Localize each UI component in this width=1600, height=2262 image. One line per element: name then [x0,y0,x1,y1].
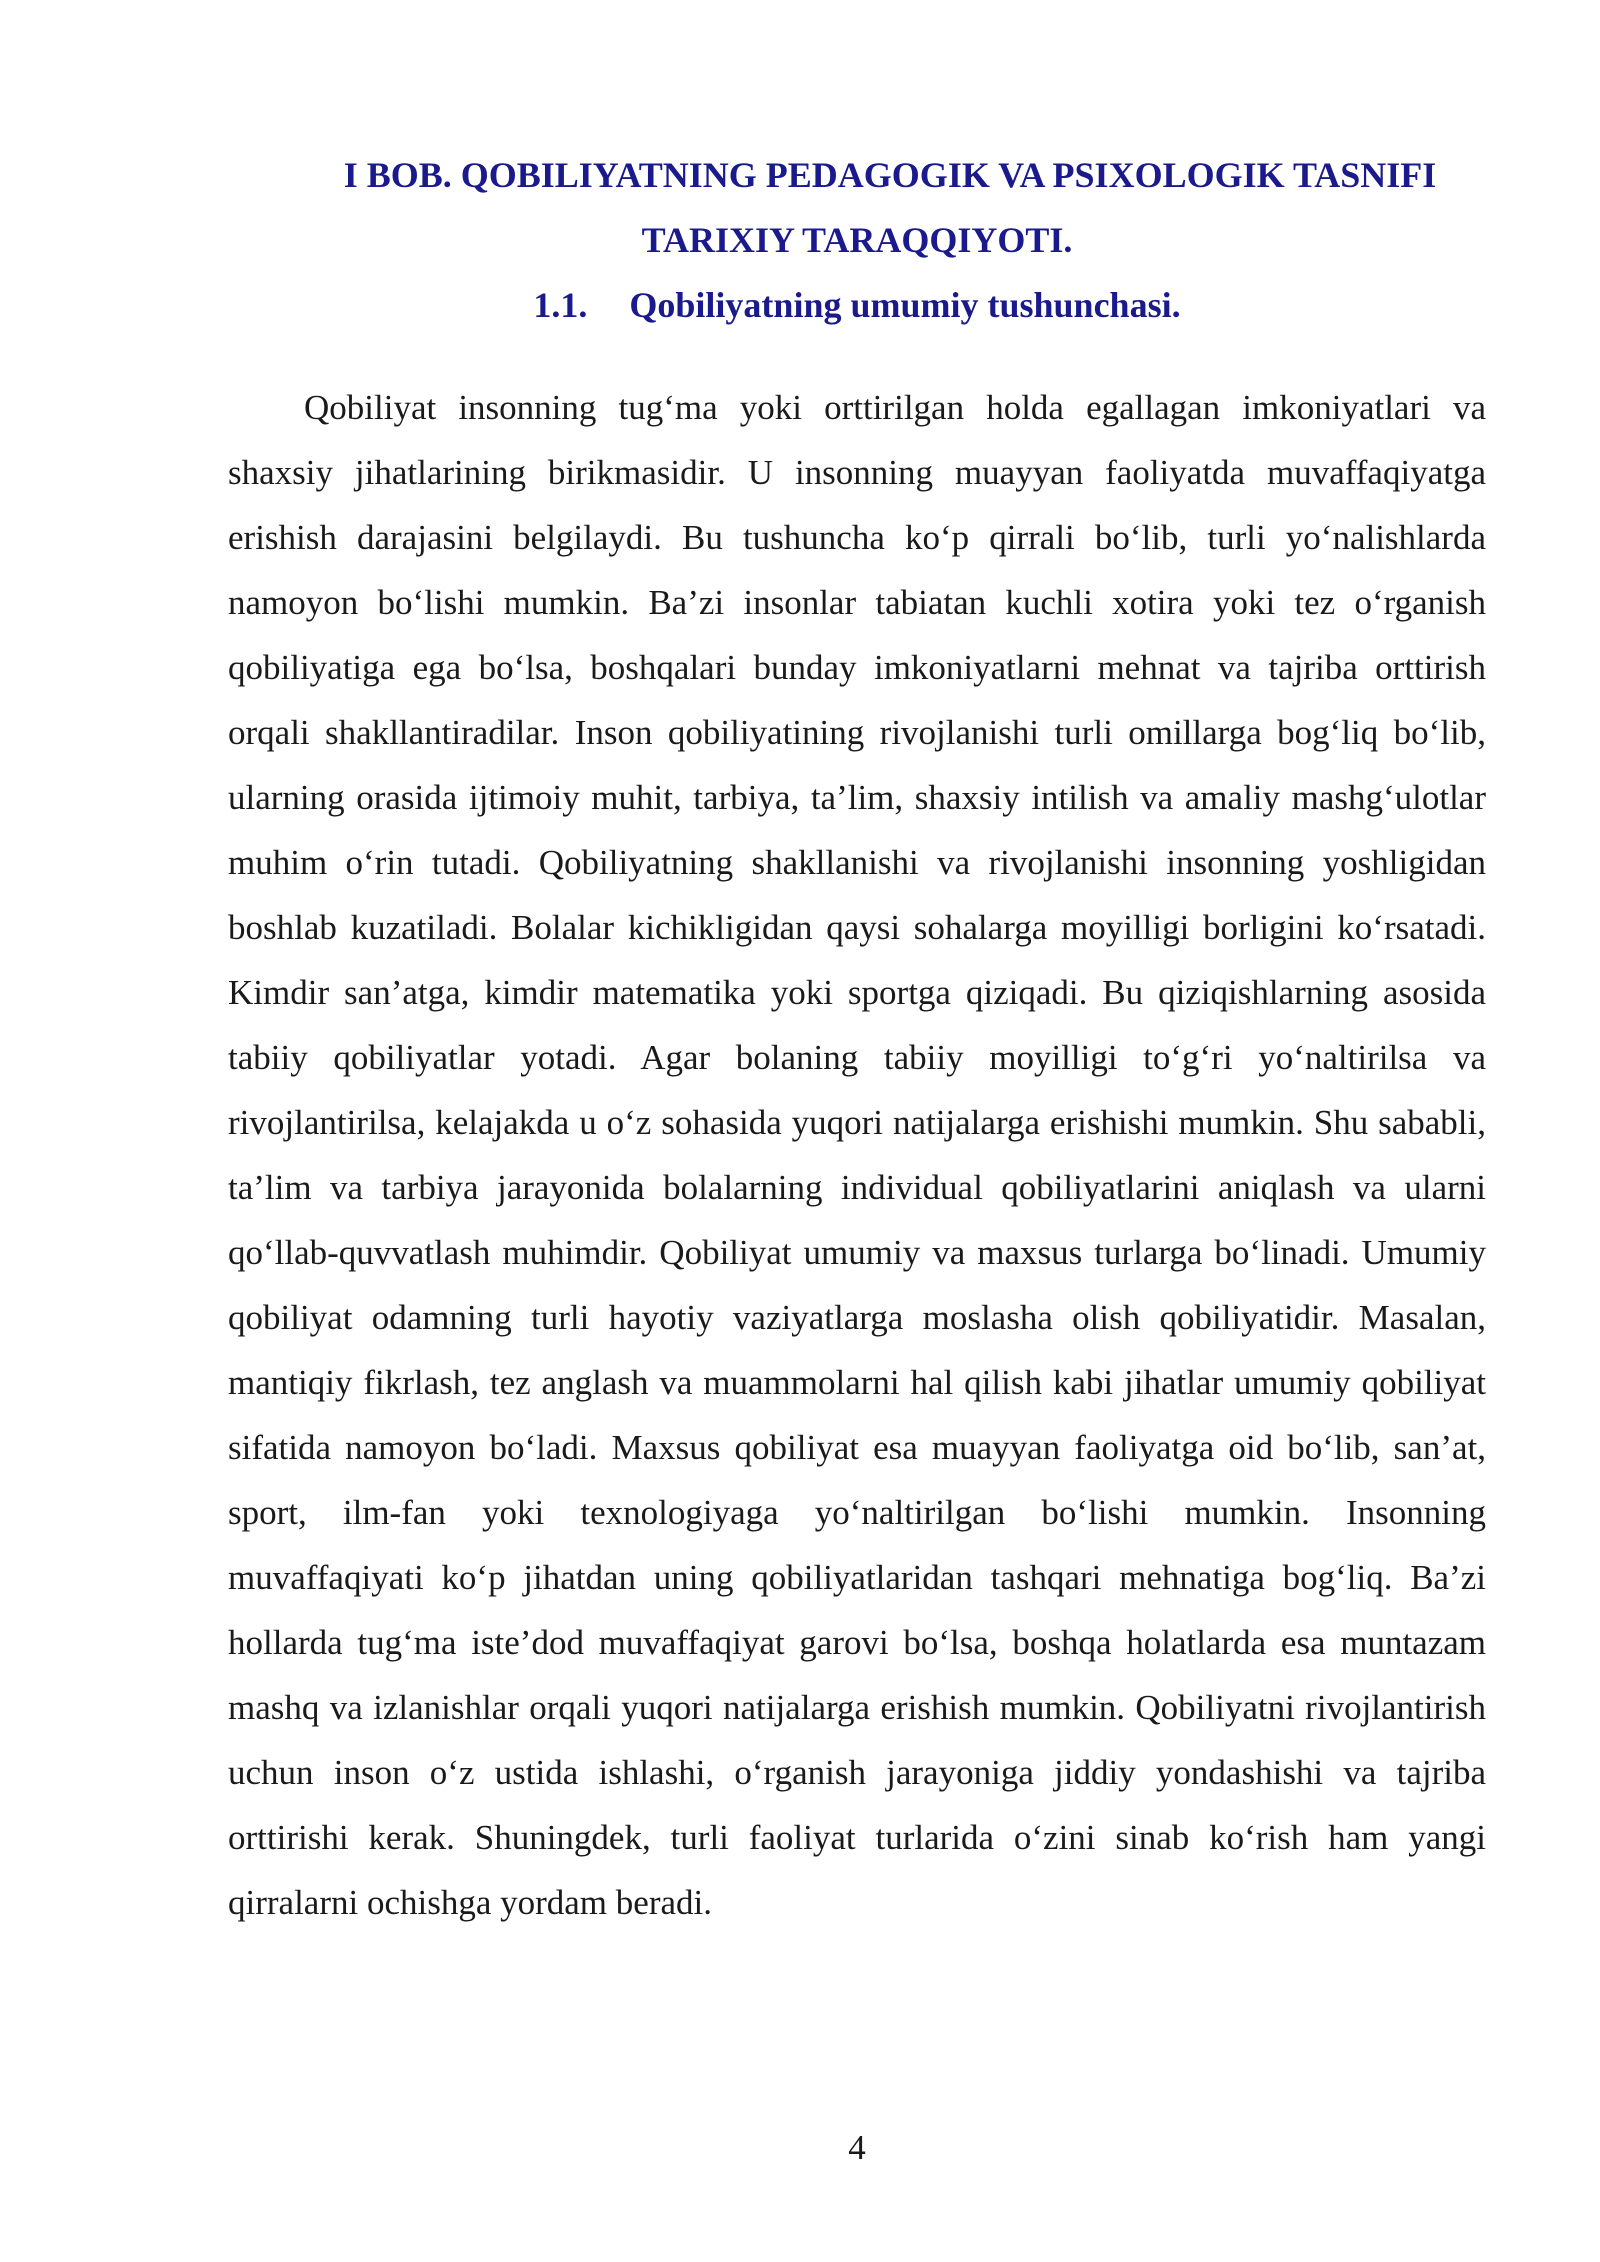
section-title: Qobiliyatning umumiy tushunchasi. [629,285,1181,325]
section-number: 1.1. [533,285,588,325]
page-number: 4 [848,2128,866,2167]
body-paragraph: Qobiliyat insonning tug‘ma yoki orttirilgan holda egallagan imkoniyatlari va shaxsiy jihatlarining birikmasidir. U insonning muayyan faoliyatda muvaffaqiyatga erishish darajasini belgilaydi. Bu tushuncha ko‘p qirrali bo‘lib, turli yo‘nalishlarda namoyon bo‘lishi mumkin. Ba’zi insonlar tabiatan kuchli xotira yoki tez o‘rganish qobiliyatiga ega bo‘lsa, boshqalari bunday imkoniyatlarni mehnat va tajriba orttirish orqali shakllantiradilar. Inson qobiliyatining rivojlanishi turli omillarga bog‘liq bo‘lib, ularning orasida ijtimoiy muhit, tarbiya, ta’lim, shaxsiy intilish va amaliy mashg‘ulotlar muhim o‘rin tutadi. Qobiliyatning shakllanishi va rivojlanishi insonning yoshligidan boshlab kuzatiladi. Bolalar kichikligidan qaysi sohalarga moyilligi borligini ko‘rsatadi. Kimdir san’atga, kimdir matematika yoki sportga qiziqadi. Bu qiziqishlarning asosida tabiiy qobiliyatlar yotadi. Agar bolaning tabiiy moyilligi to‘g‘ri yo‘naltirilsa va rivojlantirilsa, kelajakda u o‘z sohasida yuqori natijalarga erishishi mumkin. Shu sababli, ta’lim va tarbiya jarayonida bolalarning individual qobiliyatlarini aniqlash va ularni qo‘llab-quvvatlash muhimdir. Qobiliyat umumiy va maxsus turlarga bo‘linadi. Umumiy qobiliyat odamning turli hayotiy vaziyatlarga moslasha olish qobiliyatidir. Masalan, mantiqiy fikrlash, tez anglash va muammolarni hal qilish kabi jihatlar umumiy qobiliyat sifatida namoyon bo‘ladi. Maxsus qobiliyat esa muayyan faoliyatga oid bo‘lib, san’at, sport, ilm-fan yoki texnologiyaga yo‘naltirilgan bo‘lishi mumkin. Insonning muvaffaqiyati ko‘p jihatdan uning qobiliyatlaridan tashqari mehnatiga bog‘liq. Ba’zi hollarda tug‘ma iste’dod muvaffaqiyat garovi bo‘lsa, boshqa holatlarda esa muntazam mashq va izlanishlar orqali yuqori natijalarga erishish mumkin. Qobiliyatni rivojlantirish uchun inson o‘z ustida ishlashi, o‘rganish jarayoniga jiddiy yondashishi va tajriba orttirishi kerak. Shuningdek, turli faoliyat turlarida o‘zini sinab ko‘rish ham yangi qirralarni ochishga yordam beradi. [228,388,1486,1922]
chapter-title: I BOB. QOBILIYATNING PEDAGOGIK VA PSIXOLOGIK TASNIFI [343,155,1437,195]
chapter-title-continued: TARIXIY TARAQQIYOTI. [641,220,1073,260]
section-heading [228,273,1486,338]
